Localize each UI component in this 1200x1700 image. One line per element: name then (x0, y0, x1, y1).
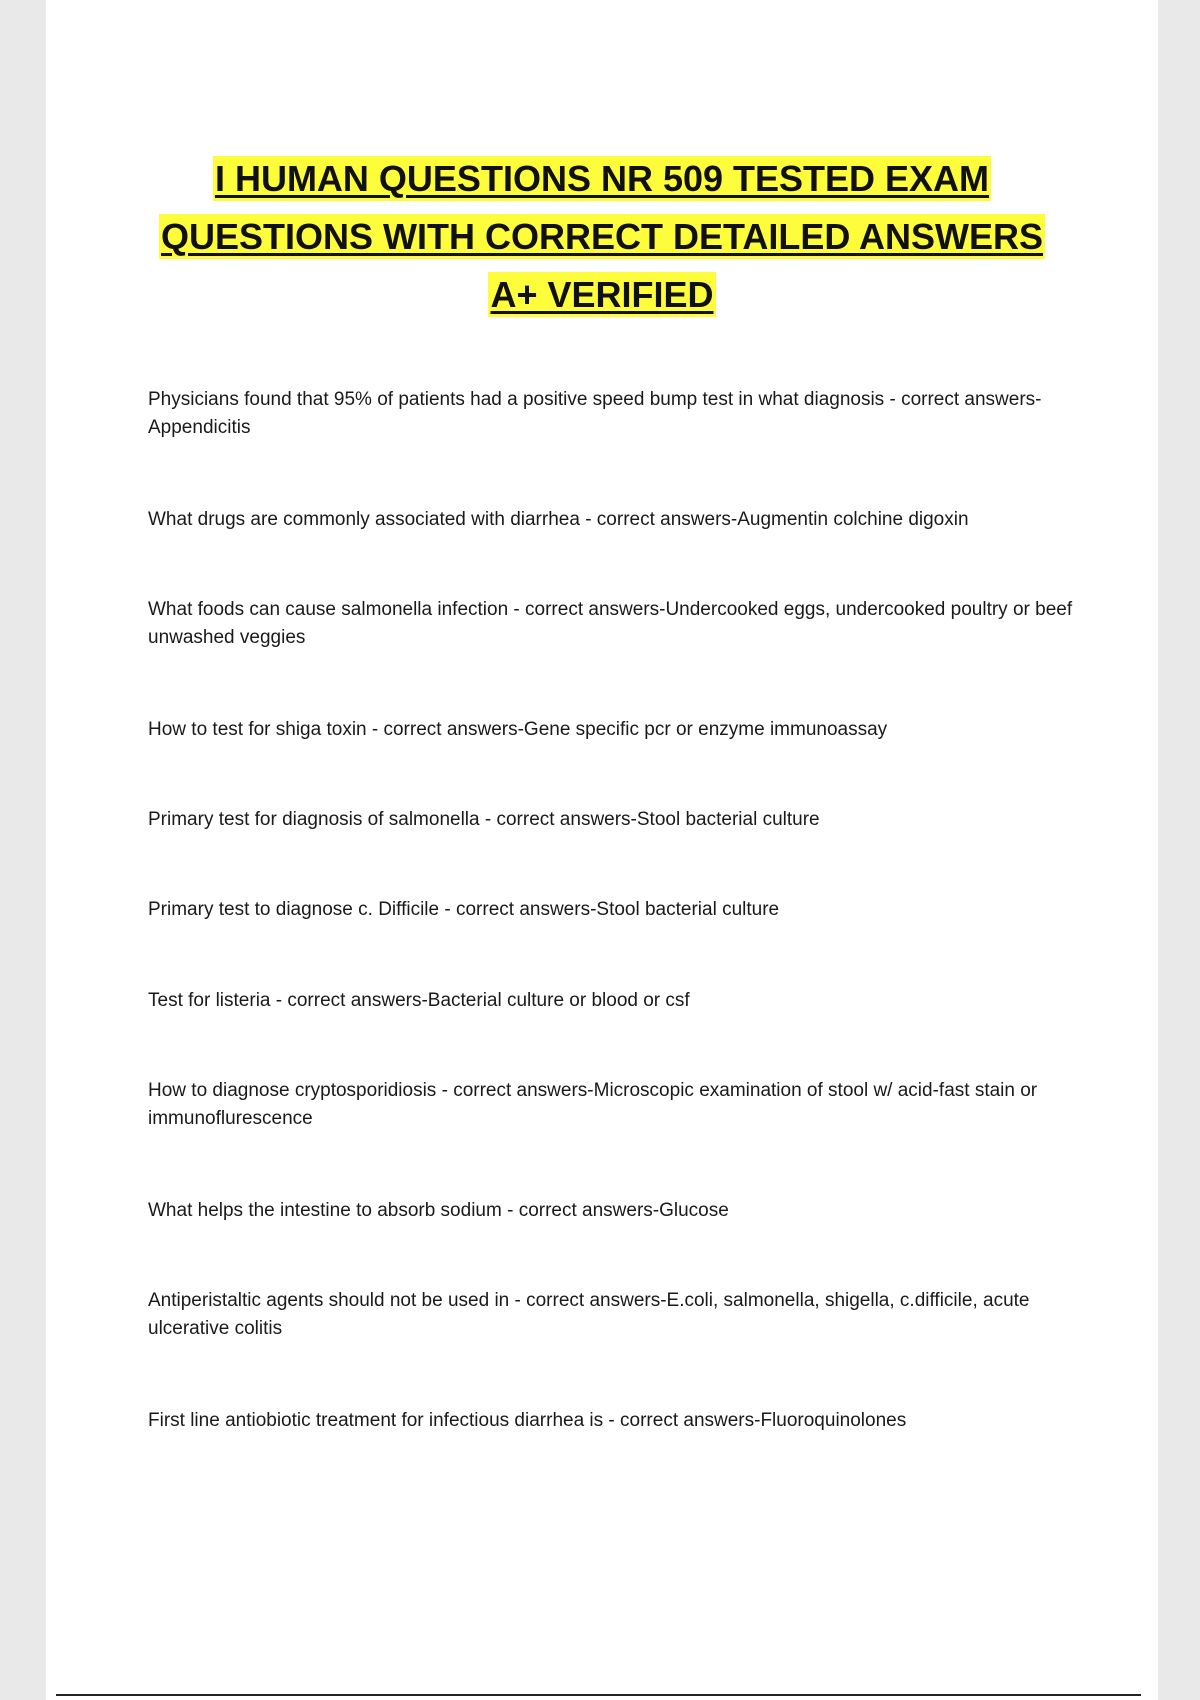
document-page (46, 0, 1158, 1700)
title-line (46, 208, 1158, 266)
qa-item: Primary test to diagnose c. Difficile - correct answers-Stool bacterial culture (148, 899, 780, 920)
qa-item: What drugs are commonly associated with diarrhea - correct answers-Augmentin colchine digoxin (148, 509, 969, 530)
qa-item: Physicians found that 95% of patients had a positive speed bump test in what diagnosis - correct answers-Appendicitis (148, 389, 1042, 438)
title-line-text: QUESTIONS WITH CORRECT DETAILED ANSWERS (161, 216, 1043, 257)
title-line (46, 150, 1158, 208)
qa-item: How to diagnose cryptosporidiosis - correct answers-Microscopic examination of stool w/ acid-fast stain or immunoflurescence (148, 1080, 1038, 1129)
title-line (46, 266, 1158, 324)
page-bottom-rule (56, 1694, 1141, 1696)
title-line-text: A+ VERIFIED (490, 274, 714, 315)
qa-item: What helps the intestine to absorb sodium - correct answers-Glucose (148, 1200, 729, 1221)
qa-item: First line antiobiotic treatment for infectious diarrhea is - correct answers-Fluoroquinolones (148, 1410, 907, 1431)
document-title (46, 150, 1158, 324)
qa-item: What foods can cause salmonella infection - correct answers-Undercooked eggs, undercooked poultry or beef unwashed veggies (148, 599, 1073, 648)
title-line-text: I HUMAN QUESTIONS NR 509 TESTED EXAM (214, 158, 990, 199)
qa-item: Test for listeria - correct answers-Bacterial culture or blood or csf (148, 990, 690, 1011)
qa-item: Primary test for diagnosis of salmonella - correct answers-Stool bacterial culture (148, 809, 820, 830)
qa-item: Antiperistaltic agents should not be used in - correct answers-E.coli, salmonella, shigella, c.difficile, acute ulcerative colitis (148, 1290, 1030, 1339)
qa-item: How to test for shiga toxin - correct answers-Gene specific pcr or enzyme immunoassay (148, 719, 888, 740)
